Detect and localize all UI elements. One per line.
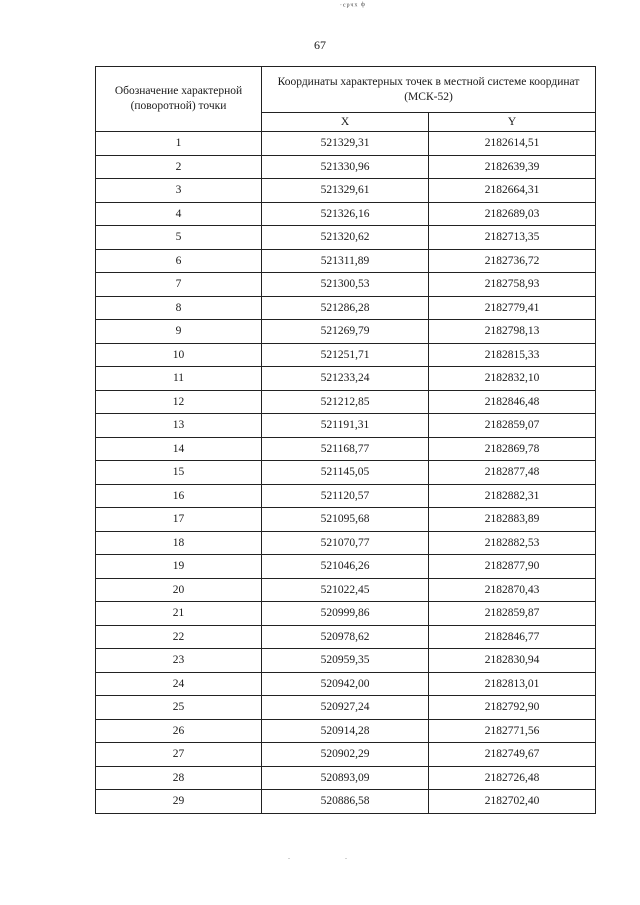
cell-point: 18 (96, 531, 262, 555)
scan-header-mark: ·срчх ф (339, 1, 366, 9)
table-row (96, 296, 596, 320)
table-row (96, 179, 596, 203)
cell-point: 5 (96, 226, 262, 250)
cell-x: 521329,61 (262, 179, 429, 203)
cell-x: 520914,28 (262, 719, 429, 743)
table-row (96, 766, 596, 790)
cell-x: 521046,26 (262, 555, 429, 579)
cell-x: 520893,09 (262, 766, 429, 790)
cell-point: 12 (96, 390, 262, 414)
cell-x: 520978,62 (262, 625, 429, 649)
cell-y: 2182869,78 (429, 437, 596, 461)
table-row (96, 273, 596, 297)
cell-x: 521212,85 (262, 390, 429, 414)
cell-y: 2182882,31 (429, 484, 596, 508)
cell-y: 2182882,53 (429, 531, 596, 555)
header-coordinates: Координаты характерных точек в местной системе координат (МСК-52) (262, 67, 596, 113)
cell-y: 2182830,94 (429, 649, 596, 673)
table-row (96, 320, 596, 344)
cell-x: 521286,28 (262, 296, 429, 320)
cell-x: 521070,77 (262, 531, 429, 555)
cell-y: 2182792,90 (429, 696, 596, 720)
cell-x: 520886,58 (262, 790, 429, 814)
cell-point: 10 (96, 343, 262, 367)
table-row (96, 625, 596, 649)
cell-y: 2182736,72 (429, 249, 596, 273)
table-row (96, 390, 596, 414)
cell-point: 11 (96, 367, 262, 391)
cell-x: 520999,86 (262, 602, 429, 626)
table-row (96, 531, 596, 555)
header-point-designation: Обозначение характерной (поворотной) точки (96, 67, 262, 132)
table-row (96, 202, 596, 226)
cell-y: 2182877,90 (429, 555, 596, 579)
cell-x: 521330,96 (262, 155, 429, 179)
cell-y: 2182664,31 (429, 179, 596, 203)
cell-y: 2182798,13 (429, 320, 596, 344)
cell-y: 2182859,87 (429, 602, 596, 626)
cell-y: 2182877,48 (429, 461, 596, 485)
cell-x: 521120,57 (262, 484, 429, 508)
cell-point: 27 (96, 743, 262, 767)
cell-y: 2182749,67 (429, 743, 596, 767)
cell-point: 7 (96, 273, 262, 297)
cell-point: 15 (96, 461, 262, 485)
cell-point: 16 (96, 484, 262, 508)
cell-y: 2182713,35 (429, 226, 596, 250)
cell-point: 14 (96, 437, 262, 461)
cell-point: 28 (96, 766, 262, 790)
cell-x: 521095,68 (262, 508, 429, 532)
table-row (96, 602, 596, 626)
page-number: 67 (314, 38, 326, 52)
cell-point: 2 (96, 155, 262, 179)
header-y: Y (429, 113, 596, 132)
table-row (96, 743, 596, 767)
cell-point: 3 (96, 179, 262, 203)
cell-x: 520942,00 (262, 672, 429, 696)
cell-x: 521300,53 (262, 273, 429, 297)
table-row (96, 461, 596, 485)
cell-point: 21 (96, 602, 262, 626)
cell-y: 2182726,48 (429, 766, 596, 790)
cell-y: 2182846,77 (429, 625, 596, 649)
cell-y: 2182832,10 (429, 367, 596, 391)
table-row (96, 437, 596, 461)
cell-point: 19 (96, 555, 262, 579)
cell-point: 22 (96, 625, 262, 649)
cell-point: 23 (96, 649, 262, 673)
cell-point: 8 (96, 296, 262, 320)
cell-y: 2182859,07 (429, 414, 596, 438)
header-x: X (262, 113, 429, 132)
table-body (96, 132, 596, 814)
table-row (96, 367, 596, 391)
cell-y: 2182815,33 (429, 343, 596, 367)
cell-x: 520959,35 (262, 649, 429, 673)
table-row (96, 508, 596, 532)
cell-y: 2182639,39 (429, 155, 596, 179)
cell-x: 521251,71 (262, 343, 429, 367)
table-row (96, 790, 596, 814)
table-row (96, 484, 596, 508)
scan-speck: - (345, 856, 347, 862)
scan-speck: - (288, 856, 290, 862)
table-row (96, 226, 596, 250)
cell-x: 521329,31 (262, 132, 429, 156)
table-row (96, 132, 596, 156)
cell-point: 9 (96, 320, 262, 344)
table-row (96, 649, 596, 673)
cell-x: 521320,62 (262, 226, 429, 250)
coordinates-table (95, 66, 596, 814)
cell-x: 521269,79 (262, 320, 429, 344)
cell-point: 24 (96, 672, 262, 696)
table-row (96, 414, 596, 438)
cell-point: 20 (96, 578, 262, 602)
table-row (96, 719, 596, 743)
cell-y: 2182689,03 (429, 202, 596, 226)
cell-y: 2182614,51 (429, 132, 596, 156)
cell-x: 521191,31 (262, 414, 429, 438)
cell-point: 17 (96, 508, 262, 532)
cell-point: 25 (96, 696, 262, 720)
table-row (96, 155, 596, 179)
cell-x: 521233,24 (262, 367, 429, 391)
cell-y: 2182771,56 (429, 719, 596, 743)
table-row (96, 555, 596, 579)
cell-point: 13 (96, 414, 262, 438)
table-row (96, 343, 596, 367)
cell-point: 4 (96, 202, 262, 226)
table-row (96, 578, 596, 602)
cell-y: 2182870,43 (429, 578, 596, 602)
cell-x: 521145,05 (262, 461, 429, 485)
cell-point: 6 (96, 249, 262, 273)
table-row (96, 672, 596, 696)
cell-y: 2182779,41 (429, 296, 596, 320)
cell-y: 2182758,93 (429, 273, 596, 297)
cell-x: 521326,16 (262, 202, 429, 226)
cell-x: 521311,89 (262, 249, 429, 273)
table-row (96, 696, 596, 720)
cell-y: 2182883,89 (429, 508, 596, 532)
cell-y: 2182702,40 (429, 790, 596, 814)
cell-point: 29 (96, 790, 262, 814)
cell-x: 520927,24 (262, 696, 429, 720)
cell-y: 2182846,48 (429, 390, 596, 414)
cell-point: 26 (96, 719, 262, 743)
cell-x: 521168,77 (262, 437, 429, 461)
table-row (96, 249, 596, 273)
cell-x: 521022,45 (262, 578, 429, 602)
cell-x: 520902,29 (262, 743, 429, 767)
cell-y: 2182813,01 (429, 672, 596, 696)
cell-point: 1 (96, 132, 262, 156)
